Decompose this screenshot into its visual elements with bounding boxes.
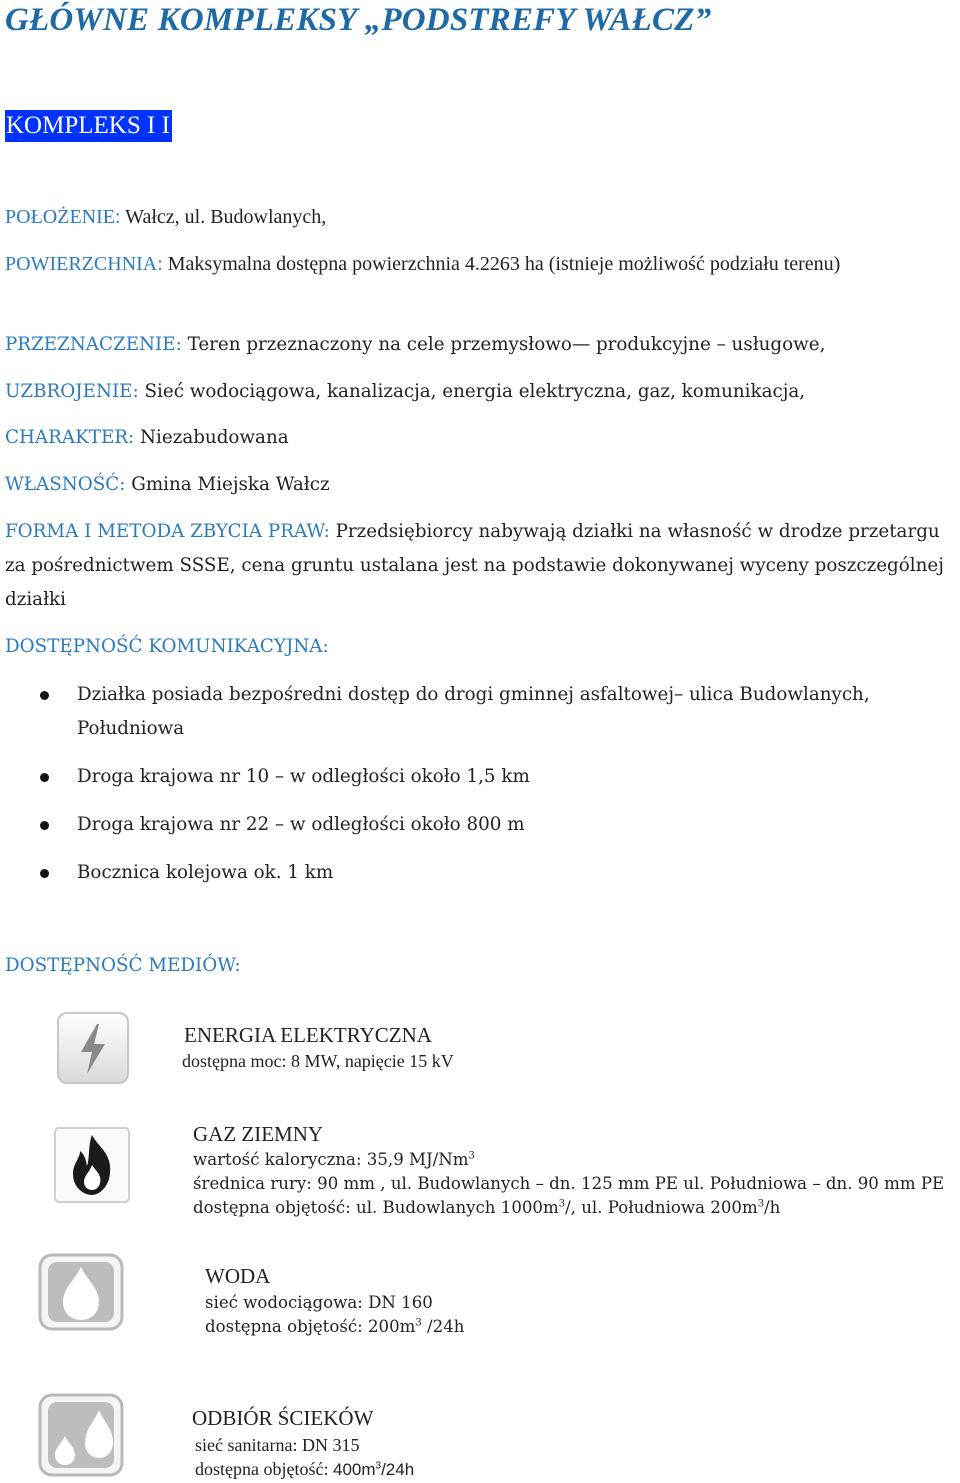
page-title: GŁÓWNE KOMPLEKSY „PODSTREFY WAŁCZ” xyxy=(5,2,712,38)
field-label: POŁOŻENIE: xyxy=(5,206,121,228)
water-drop-icon xyxy=(37,1252,125,1336)
field-charakter xyxy=(5,421,945,455)
list-item xyxy=(40,808,920,842)
list-item-text: Droga krajowa nr 22 – w odległości około 800 m xyxy=(77,814,525,835)
bullet-icon xyxy=(40,691,49,700)
field-label: CHARAKTER: xyxy=(5,427,135,448)
text: dostępna objętość: 200m xyxy=(205,1317,416,1336)
field-value: Maksymalna dostępna powierzchnia 4.2263 ha (istnieje możliwość podziału terenu) xyxy=(162,253,841,275)
text: dostępna objętość: ul. Budowlanych 1000m xyxy=(193,1198,559,1217)
text: /24h xyxy=(421,1317,465,1336)
media-line-scieki-1: sieć sanitarna: DN 315 xyxy=(195,1435,360,1455)
list-item xyxy=(40,856,920,890)
superscript: 3 xyxy=(415,1317,422,1329)
text: dostępna objętość: xyxy=(195,1459,333,1479)
section-heading-dostepnosc-mediow: DOSTĘPNOŚĆ MEDIÓW: xyxy=(5,955,241,976)
media-line-energia: dostępna moc: 8 MW, napięcie 15 kV xyxy=(182,1051,454,1071)
sewage-drops-icon xyxy=(37,1392,125,1482)
list-item-text: Bocznica kolejowa ok. 1 km xyxy=(77,862,334,883)
media-line-gaz-2: średnica rury: 90 mm , ul. Budowlanych – dn. 125 mm PE ul. Południowa – dn. 90 mm PE xyxy=(193,1174,945,1193)
field-label: WŁASNOŚĆ: xyxy=(5,474,126,495)
lightning-icon xyxy=(55,1010,131,1090)
field-uzbrojenie xyxy=(5,375,945,409)
superscript: 3 xyxy=(757,1198,765,1210)
field-value: Teren przeznaczony na cele przemysłowo— produkcyjne – usługowe, xyxy=(181,334,826,355)
media-line-woda-1: sieć wodociągowa: DN 160 xyxy=(205,1293,433,1312)
field-label: UZBROJENIE: xyxy=(5,381,139,402)
flame-icon xyxy=(52,1125,132,1209)
media-title-scieki: ODBIÓR ŚCIEKÓW xyxy=(192,1406,374,1430)
field-value: Gmina Miejska Wałcz xyxy=(125,474,330,495)
superscript: 3 xyxy=(375,1460,382,1472)
text: 400m xyxy=(332,1460,376,1479)
text: /, ul. Południowa 200m xyxy=(565,1198,758,1217)
field-value: Sieć wodociągowa, kanalizacja, energia elektryczna, gaz, komunikacja, xyxy=(138,381,806,402)
field-wlasnosc xyxy=(5,468,945,502)
field-value: Przedsiębiorcy nabywają działki na własność w drodze przetargu za pośrednictwem SSSE, cena gruntu ustalana jest na podstawie dokonywanej wyceny poszczególnej działki xyxy=(5,521,944,610)
list-item xyxy=(40,760,920,794)
bullet-icon xyxy=(40,869,49,878)
bullet-icon xyxy=(40,821,49,830)
text: /h xyxy=(764,1198,781,1217)
bullet-icon xyxy=(40,773,49,782)
list-item xyxy=(40,678,920,746)
media-title-woda: WODA xyxy=(205,1264,271,1288)
field-value: Niezabudowana xyxy=(134,427,289,448)
text: wartość kaloryczna: 35,9 MJ/Nm xyxy=(193,1150,469,1169)
field-label: FORMA I METODA ZBYCIA PRAW: xyxy=(5,521,330,542)
media-line-gaz-1 xyxy=(193,1148,475,1172)
superscript: 3 xyxy=(468,1150,475,1162)
field-label: PRZEZNACZENIE: xyxy=(5,334,182,355)
media-title-gaz: GAZ ZIEMNY xyxy=(193,1122,324,1146)
text: /24h xyxy=(381,1460,415,1479)
list-item-text: Działka posiada bezpośredni dostęp do drogi gminnej asfaltowej– ulica Budowlanych, Południowa xyxy=(77,684,870,739)
field-polozenie xyxy=(5,200,945,235)
field-value: Wałcz, ul. Budowlanych, xyxy=(120,206,327,228)
field-przeznaczenie xyxy=(5,328,945,362)
field-label: POWIERZCHNIA: xyxy=(5,253,163,275)
field-powierzchnia xyxy=(5,247,945,282)
field-forma xyxy=(5,515,945,617)
media-line-woda-2 xyxy=(205,1315,464,1339)
media-line-gaz-3 xyxy=(193,1196,780,1220)
superscript: 3 xyxy=(558,1198,566,1210)
complex-label: KOMPLEKS I I xyxy=(5,110,172,142)
media-line-scieki-2 xyxy=(195,1457,414,1482)
section-heading-dostepnosc-komunikacyjna: DOSTĘPNOŚĆ KOMUNIKACYJNA: xyxy=(5,636,329,657)
media-title-energia: ENERGIA ELEKTRYCZNA xyxy=(184,1023,432,1047)
list-item-text: Droga krajowa nr 10 – w odległości około 1,5 km xyxy=(77,766,530,787)
transport-list xyxy=(40,678,920,904)
